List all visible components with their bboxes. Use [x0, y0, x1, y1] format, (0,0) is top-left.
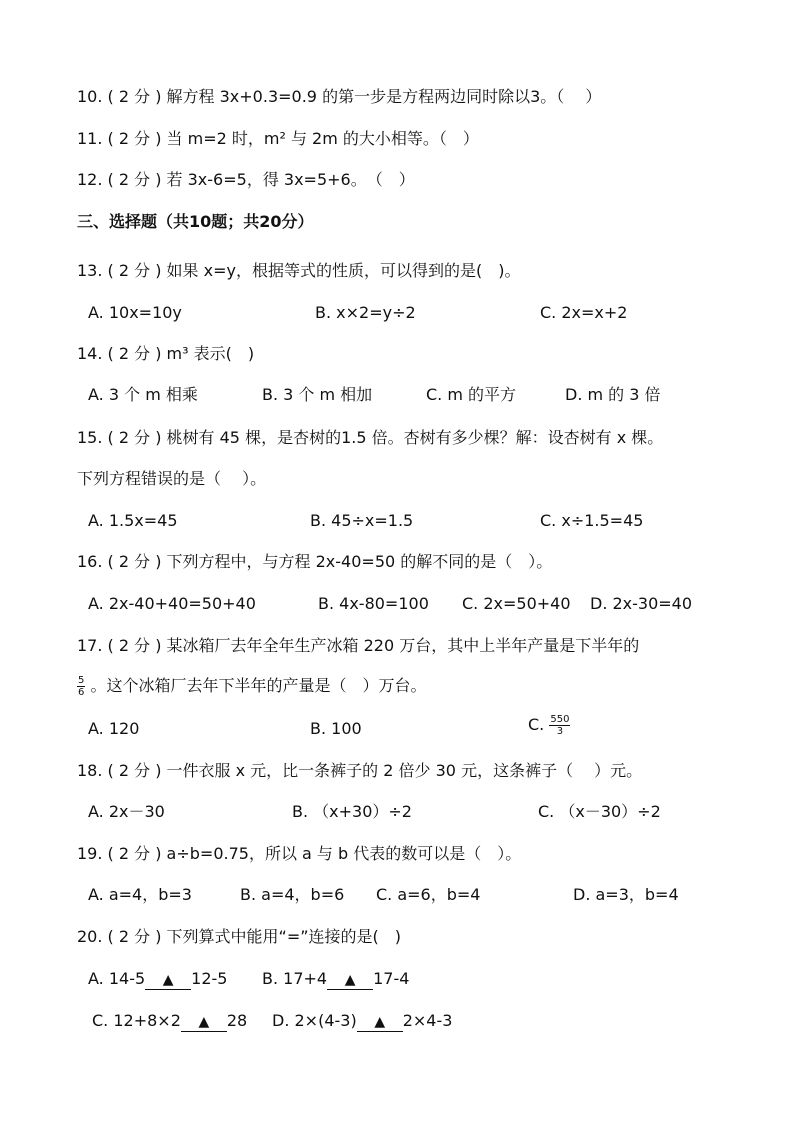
- option-13-a: A. 10x=10y: [88, 303, 182, 322]
- fraction-numerator: 550: [550, 714, 570, 725]
- option-15-c: C. x÷1.5=45: [540, 511, 644, 530]
- option-16-b: B. 4x-80=100: [318, 594, 429, 613]
- triangle-mark-icon: ▲: [162, 972, 174, 988]
- option-20-d: [272, 1010, 452, 1032]
- question-19: 19. ( 2 分 ) a÷b=0.75，所以 a 与 b 代表的数可以是（ ）。: [77, 844, 522, 863]
- triangle-mark-icon: ▲: [374, 1014, 386, 1030]
- section-title-choice: 三、选择题（共10题；共20分）: [77, 212, 314, 231]
- question-12: 12. ( 2 分 ) 若 3x-6=5，得 3x=5+6。 （ ）: [77, 170, 415, 189]
- question-15: 15. ( 2 分 ) 桃树有 45 棵，是杏树的1.5 倍。杏树有多少棵？解：设杏树有 x 棵。: [77, 428, 664, 447]
- question-20: 20. ( 2 分 ) 下列算式中能用“=”连接的是( ): [77, 927, 402, 946]
- option-18-c: C. （x－30）÷2: [538, 802, 661, 821]
- option-17-b: B. 100: [310, 719, 362, 738]
- option-20-d-left: D. 2×(4-3): [272, 1011, 357, 1030]
- question-11: 11. ( 2 分 ) 当 m=2 时，m² 与 2m 的大小相等。（ ）: [77, 129, 479, 148]
- option-13-b: B. x×2=y÷2: [315, 303, 416, 322]
- option-14-c: C. m 的平方: [426, 385, 517, 404]
- option-19-d: D. a=3，b=4: [573, 885, 679, 904]
- fraction-denominator: 3: [556, 726, 564, 737]
- option-20-b-right: 17-4: [373, 969, 410, 988]
- option-19-a: A. a=4，b=3: [88, 885, 192, 904]
- answer-blank: [357, 1012, 403, 1032]
- option-20-a: [88, 968, 227, 990]
- option-20-a-right: 12-5: [191, 969, 228, 988]
- option-19-c: C. a=6，b=4: [376, 885, 481, 904]
- option-20-b-left: B. 17+4: [262, 969, 328, 988]
- fraction-denominator: 6: [78, 687, 85, 698]
- question-15-line-2: 下列方程错误的是（ ）。: [77, 469, 267, 488]
- option-20-a-left: A. 14-5: [88, 969, 146, 988]
- option-20-b: [262, 968, 409, 990]
- question-16: 16. ( 2 分 ) 下列方程中，与方程 2x-40=50 的解不同的是（ ）。: [77, 552, 553, 571]
- question-18: 18. ( 2 分 ) 一件衣服 x 元，比一条裤子的 2 倍少 30 元，这条裤子（ ）元。: [77, 761, 643, 780]
- triangle-mark-icon: ▲: [198, 1014, 210, 1030]
- question-10: 10. ( 2 分 ) 解方程 3x+0.3=0.9 的第一步是方程两边同时除以3。（ ）: [77, 87, 602, 106]
- option-15-a: A. 1.5x=45: [88, 511, 178, 530]
- option-20-c: [92, 1010, 247, 1032]
- answer-blank: [327, 970, 373, 990]
- option-14-a: A. 3 个 m 相乘: [88, 385, 198, 404]
- option-16-c: C. 2x=50+40: [462, 594, 571, 613]
- option-15-b: B. 45÷x=1.5: [310, 511, 414, 530]
- answer-blank: [181, 1012, 227, 1032]
- option-20-c-left: C. 12+8×2: [92, 1011, 181, 1030]
- fraction-numerator: 5: [78, 675, 85, 686]
- option-18-b: B. （x+30）÷2: [292, 802, 412, 821]
- option-20-d-right: 2×4-3: [402, 1011, 453, 1030]
- option-20-c-right: 28: [226, 1011, 248, 1030]
- question-17: 17. ( 2 分 ) 某冰箱厂去年全年生产冰箱 220 万台，其中上半年产量是下半年的: [77, 636, 640, 655]
- question-17-line-2-text: 。这个冰箱厂去年下半年的产量是（ ）万台。: [90, 676, 427, 695]
- question-14: 14. ( 2 分 ) m³ 表示( ): [77, 344, 255, 363]
- option-13-c: C. 2x=x+2: [540, 303, 628, 322]
- triangle-mark-icon: ▲: [344, 972, 356, 988]
- question-17-line-2: [77, 675, 426, 698]
- option-19-b: B. a=4，b=6: [240, 885, 345, 904]
- fraction-five-sixths: [77, 675, 85, 698]
- fraction-550-thirds: [549, 714, 570, 737]
- option-16-d: D. 2x-30=40: [590, 594, 693, 613]
- option-14-d: D. m 的 3 倍: [565, 385, 661, 404]
- option-17-c: [528, 714, 570, 737]
- option-17-c-prefix: C.: [528, 715, 545, 734]
- option-17-a: A. 120: [88, 719, 140, 738]
- option-16-a: A. 2x-40+40=50+40: [88, 594, 256, 613]
- option-14-b: B. 3 个 m 相加: [262, 385, 373, 404]
- answer-blank: [145, 970, 191, 990]
- question-13: 13. ( 2 分 ) 如果 x=y，根据等式的性质，可以得到的是( )。: [77, 261, 521, 280]
- option-18-a: A. 2x－30: [88, 802, 165, 821]
